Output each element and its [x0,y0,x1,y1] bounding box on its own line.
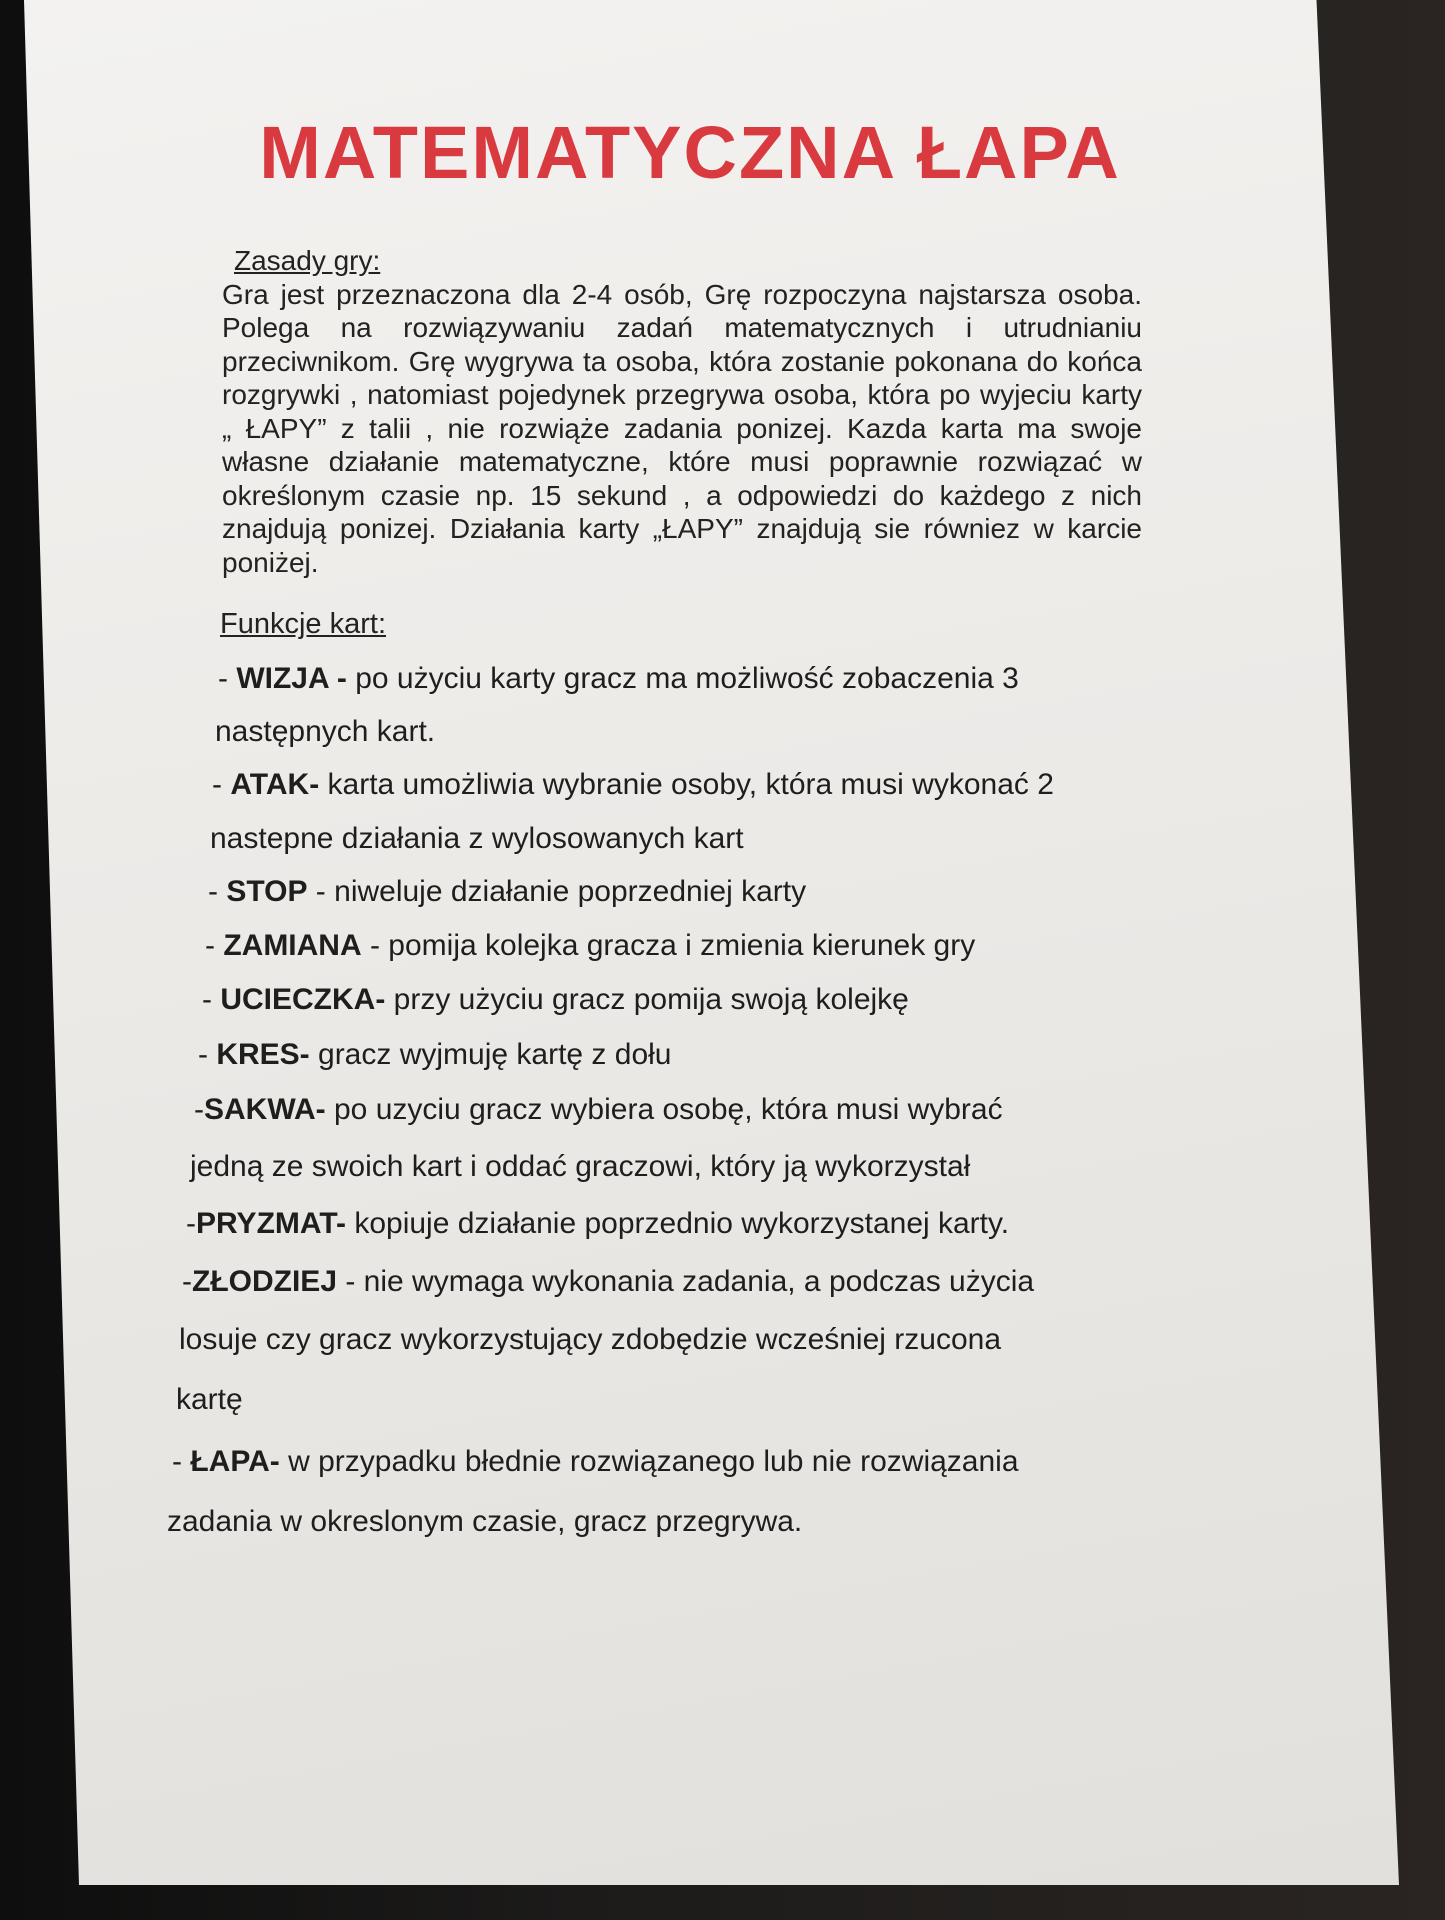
card-description: losuje czy gracz wykorzystujący zdobędzie wcześniej rzucona [179,1323,1002,1356]
card-prefix: - [172,1445,191,1478]
card-description: po użyciu karty gracz ma możliwość zobaczenia 3 [346,662,1019,695]
card-line [179,1323,1001,1357]
card-name: SAKWA- [204,1093,326,1126]
card-line [167,1505,802,1539]
card-description: w przypadku błednie rozwiązanego lub nie rozwiązania [279,1445,1019,1478]
card-description: kopiuje działanie poprzednio wykorzystanej karty. [346,1207,1010,1240]
card-line [218,662,1019,696]
card-prefix: - [182,1265,192,1298]
card-prefix: - [208,875,227,908]
card-name: WIZJA - [236,662,347,695]
rules-heading: Zasady gry: [234,245,381,276]
rules-section [222,244,1142,579]
card-description: po uzyciu gracz wybiera osobę, która musi wybrać [325,1093,1003,1126]
card-line [194,1093,1003,1127]
card-name: ZAMIANA [223,929,362,962]
card-line [182,1265,1034,1299]
card-line [186,1207,1009,1241]
card-prefix: - [218,662,237,695]
functions-heading: Funkcje kart: [220,608,386,640]
document-title: MATEMATYCZNA ŁAPA [259,111,1121,194]
card-line [202,983,909,1017]
card-prefix: - [194,1093,204,1126]
card-prefix: - [198,1038,217,1071]
card-name: ŁAPA- [190,1445,280,1478]
card-line [176,1383,243,1417]
card-prefix: - [212,768,231,801]
card-line [172,1445,1019,1479]
card-description: przy użyciu gracz pomija swoją kolejkę [385,983,909,1016]
card-name: ZŁODZIEJ [192,1265,338,1298]
card-name: STOP [226,875,308,908]
card-description: - niweluje działanie poprzedniej karty [307,875,807,908]
card-name: KRES- [216,1038,310,1071]
card-name: PRYZMAT- [196,1207,346,1240]
card-description: - nie wymaga wykonania zadania, a podczas użycia [337,1265,1035,1298]
rules-body: Gra jest przeznaczona dla 2-4 osób, Grę rozpoczyna najstarsza osoba. Polega na rozwiązywaniu zadań matematycznych i utrudnianiu przeciwnikom. Grę wygrywa ta osoba, która zostanie pokonana do końca rozgrywki , natomiast pojedynek przegrywa osoba, która po wyjeciu karty „ ŁAPY” z talii , nie rozwiąże zadania ponizej. Kazda karta ma swoje własne działanie matematyczne, które musi poprawnie rozwiązać w określonym czasie np. 15 sekund , a odpowiedzi do każdego z nich znajdują ponizej. Działania karty „ŁAPY” znajdują sie równiez w karcie poniżej. [222,278,1142,578]
card-line [210,822,744,856]
card-prefix: - [205,929,224,962]
card-description: jedną ze swoich kart i oddać graczowi, który ją wykorzystał [190,1150,971,1183]
card-description: gracz wyjmuję kartę z dołu [309,1038,672,1071]
card-description: zadania w okreslonym czasie, gracz przegrywa. [167,1505,803,1538]
card-line [215,715,435,749]
card-description: nastepne działania z wylosowanych kart [210,822,744,855]
card-description: karta umożliwia wybranie osoby, która musi wykonać 2 [319,768,1054,801]
card-line [190,1150,970,1184]
card-line [198,1038,671,1072]
card-description: kartę [176,1383,243,1416]
card-description: następnych kart. [215,715,436,748]
card-line [208,875,806,909]
card-prefix: - [202,983,221,1016]
card-description: - pomija kolejka gracza i zmienia kierunek gry [361,929,976,962]
card-name: UCIECZKA- [220,983,386,1016]
card-prefix: - [186,1207,196,1240]
card-name: ATAK- [230,768,320,801]
card-line [205,929,975,963]
card-line [212,768,1054,802]
